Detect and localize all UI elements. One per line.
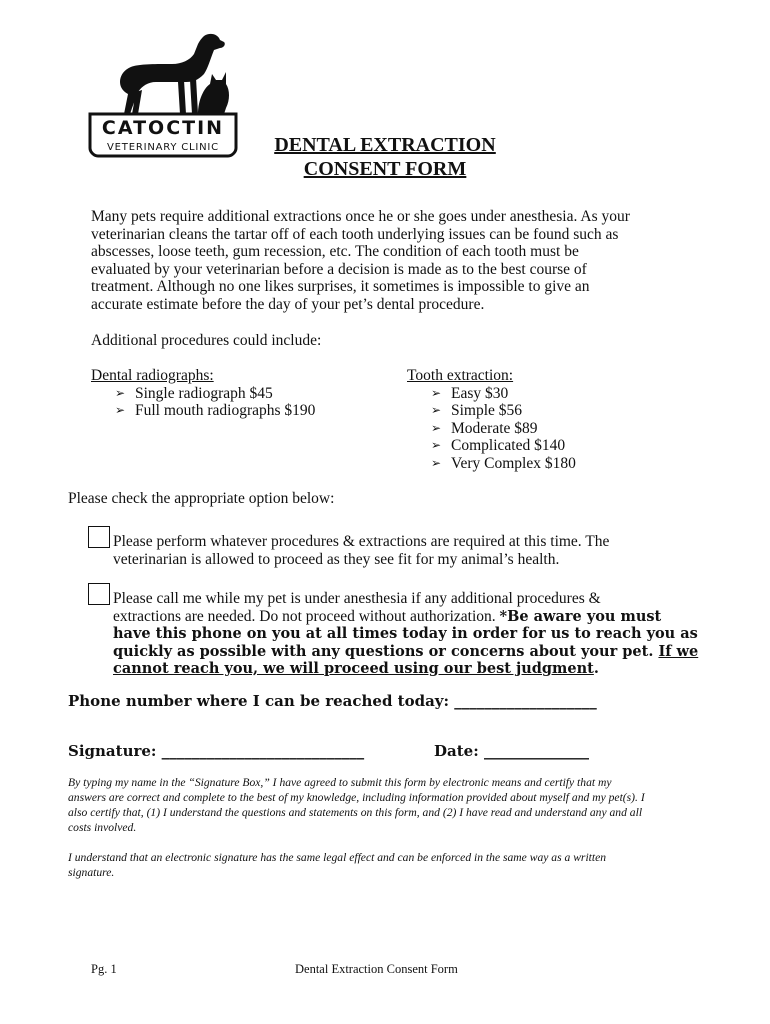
radiographs-section	[91, 367, 315, 420]
arrow-bullet-icon: ➢	[431, 385, 442, 400]
additional-procedures-label: Additional procedures could include:	[91, 332, 322, 349]
option-2-line: have this phone on you at all times today in order for us to reach you as	[113, 625, 698, 642]
form-title	[250, 133, 520, 181]
option-1-checkbox[interactable]	[88, 526, 110, 548]
disclaimer-line: I understand that an electronic signature has the same legal effect and can be enforced in the same way as a written	[68, 851, 607, 864]
option-2-line: quickly as possible with any questions or concerns about your pet. If we	[113, 642, 699, 660]
option-2-line: cannot reach you, we will proceed using our best judgment.	[113, 660, 599, 677]
arrow-bullet-icon: ➢	[431, 420, 442, 435]
option-2-checkbox[interactable]	[88, 583, 110, 605]
logo-subtitle: VETERINARY CLINIC	[107, 142, 219, 153]
option-1-text	[113, 533, 713, 568]
option-2-line: extractions are needed. Do not proceed without authorization. *Be aware you must	[113, 607, 662, 625]
arrow-bullet-icon: ➢	[115, 403, 126, 417]
check-prompt: Please check the appropriate option below:	[68, 490, 335, 507]
phone-field[interactable]: Phone number where I can be reached today: ___________________	[68, 692, 597, 710]
intro-line: veterinarian cleans the tartar off of each tooth underlying issues can be found such as	[91, 225, 619, 243]
intro-paragraph	[91, 208, 691, 313]
cat-silhouette-icon	[198, 72, 229, 114]
electronic-signature-disclaimer	[68, 850, 728, 880]
option-1-line: Please perform whatever procedures & extractions are required at this time. The	[113, 533, 610, 550]
arrow-bullet-icon: ➢	[115, 385, 126, 400]
list-item: ➢ Full mouth radiographs $190	[115, 402, 316, 419]
disclaimer-line: also certify that, (1) I understand the questions and statements on this form, and (2) I have read and understand any and all	[68, 806, 643, 819]
intro-line: Many pets require additional extractions once he or she goes under anesthesia. As your	[91, 208, 630, 225]
title-line-2: CONSENT FORM	[303, 158, 467, 180]
intro-line: treatment. Although no one likes surprises, it sometimes is impossible to give an	[91, 278, 590, 295]
footer-title: Dental Extraction Consent Form	[295, 962, 458, 976]
date-field[interactable]: Date: ______________	[434, 742, 589, 760]
list-item: ➢ Easy $30	[431, 384, 509, 402]
list-item: ➢ Simple $56	[431, 402, 523, 419]
page-number: Pg. 1	[91, 962, 117, 976]
logo-name: CATOCTIN	[101, 117, 225, 139]
intro-line: accurate estimate before the day of your pet’s dental procedure.	[91, 295, 485, 313]
intro-line: abscesses, loose teeth, gum recession, etc. The condition of each tooth must be	[91, 243, 579, 260]
arrow-bullet-icon: ➢	[431, 455, 442, 470]
disclaimer-line: signature.	[68, 866, 115, 879]
option-1-line: veterinarian is allowed to proceed as they see fit for my animal’s health.	[113, 550, 560, 568]
list-item: ➢ Complicated $140	[431, 437, 566, 454]
option-2-text	[113, 590, 713, 678]
list-item: ➢ Very Complex $180	[431, 454, 576, 472]
disclaimer-line: costs involved.	[68, 821, 137, 834]
disclaimer-line: By typing my name in the “Signature Box,” I have agreed to submit this form by electronic means and certify that my	[68, 776, 612, 789]
option-2-line: Please call me while my pet is under anesthesia if any additional procedures &	[113, 590, 601, 607]
extraction-section	[407, 367, 576, 472]
disclaimer-line: answers are correct and complete to the best of my knowledge, including information provided about myself and my pet(s). I	[68, 791, 645, 804]
arrow-bullet-icon: ➢	[431, 438, 442, 452]
title-line-1: DENTAL EXTRACTION	[274, 134, 496, 156]
intro-line: evaluated by your veterinarian before a decision is made as to the best course of	[91, 260, 587, 278]
list-item: ➢ Moderate $89	[431, 419, 538, 437]
clinic-logo	[86, 30, 240, 160]
electronic-consent-disclaimer	[68, 775, 728, 835]
list-item: ➢ Single radiograph $45	[115, 384, 273, 402]
arrow-bullet-icon: ➢	[431, 403, 442, 417]
signature-field[interactable]: Signature: ___________________________	[68, 742, 365, 760]
extraction-heading: Tooth extraction:	[407, 367, 514, 384]
radiographs-heading: Dental radiographs:	[91, 367, 214, 384]
